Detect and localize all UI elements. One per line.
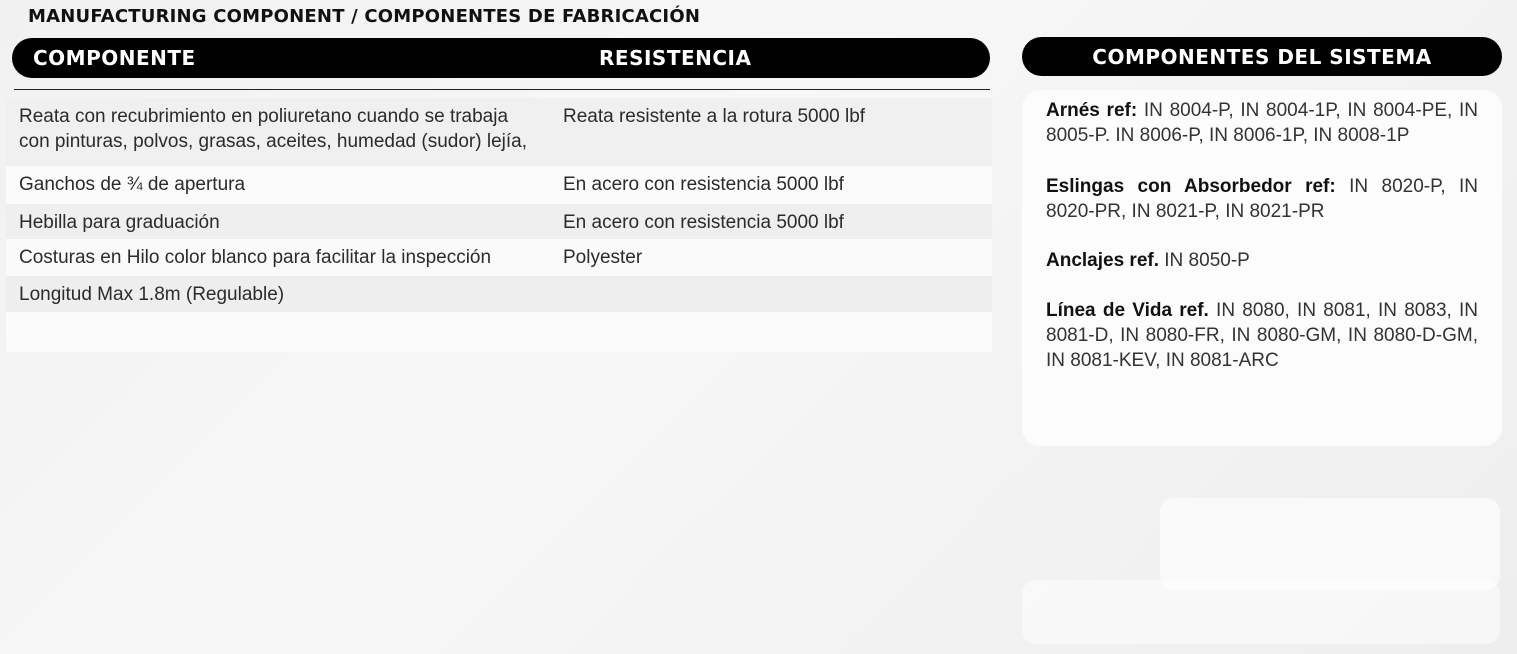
table-row <box>6 239 992 276</box>
system-item-label: Anclajes ref. <box>1046 250 1159 271</box>
manufacturing-components-table <box>6 38 992 358</box>
system-item-label: Arnés ref: <box>1046 100 1138 121</box>
system-item-refs: IN 8050-P <box>1164 250 1250 271</box>
system-item-label: Eslingas con Absorbedor ref: <box>1046 176 1336 197</box>
cell-componente: Reata con recubrimiento en poliuretano cuando se trabaja con pinturas, polvos, grasas, aceites, humedad (sudor) lejía, <box>19 106 527 152</box>
table-row <box>6 98 992 166</box>
cell-resistencia: En acero con resistencia 5000 lbf <box>563 174 844 195</box>
table-row <box>6 166 992 204</box>
table-header <box>12 38 990 78</box>
table-row <box>6 312 992 352</box>
background-card <box>1160 498 1500 590</box>
cell-resistencia: Polyester <box>563 247 643 268</box>
cell-componente: Hebilla para graduación <box>19 212 220 233</box>
column-header-componente: COMPONENTE <box>33 46 196 70</box>
system-item-label: Línea de Vida ref. <box>1046 300 1209 321</box>
table-row <box>6 204 992 239</box>
header-divider <box>14 89 990 90</box>
cell-componente: Longitud Max 1.8m (Regulable) <box>19 284 285 305</box>
cell-componente: Costuras en Hilo color blanco para facilitar la inspección <box>19 247 492 268</box>
cell-resistencia: En acero con resistencia 5000 lbf <box>563 212 844 233</box>
page-title: MANUFACTURING COMPONENT / COMPONENTES DE FABRICACIÓN <box>28 6 701 27</box>
system-item-linea-de-vida <box>1046 298 1478 373</box>
system-components-card <box>1022 90 1502 446</box>
cell-componente: Ganchos de ¾ de apertura <box>19 174 246 195</box>
system-item-eslingas <box>1046 174 1478 224</box>
system-item-anclajes <box>1046 248 1478 273</box>
system-components-header: COMPONENTES DEL SISTEMA <box>1022 37 1502 76</box>
column-header-resistencia: RESISTENCIA <box>599 46 752 70</box>
cell-resistencia: Reata resistente a la rotura 5000 lbf <box>563 106 866 127</box>
system-item-arnes <box>1046 98 1478 148</box>
table-row <box>6 276 992 312</box>
table-body <box>6 98 992 352</box>
system-item-refs: IN 8004-P, IN 8004-1P, IN 8004-PE, IN 8005-P. IN 8006-P, IN 8006-1P, IN 8008-1P <box>1046 100 1479 146</box>
system-item-refs: IN 8080, IN 8081, IN 8083, IN 8081-D, IN 8080-FR, IN 8080-GM, IN 8080-D-GM, IN 8081-KEV, IN 8081-ARC <box>1046 300 1479 371</box>
background-card <box>1022 580 1500 644</box>
system-item-refs: IN 8020-P, IN 8020-PR, IN 8021-P, IN 8021-PR <box>1046 176 1479 222</box>
